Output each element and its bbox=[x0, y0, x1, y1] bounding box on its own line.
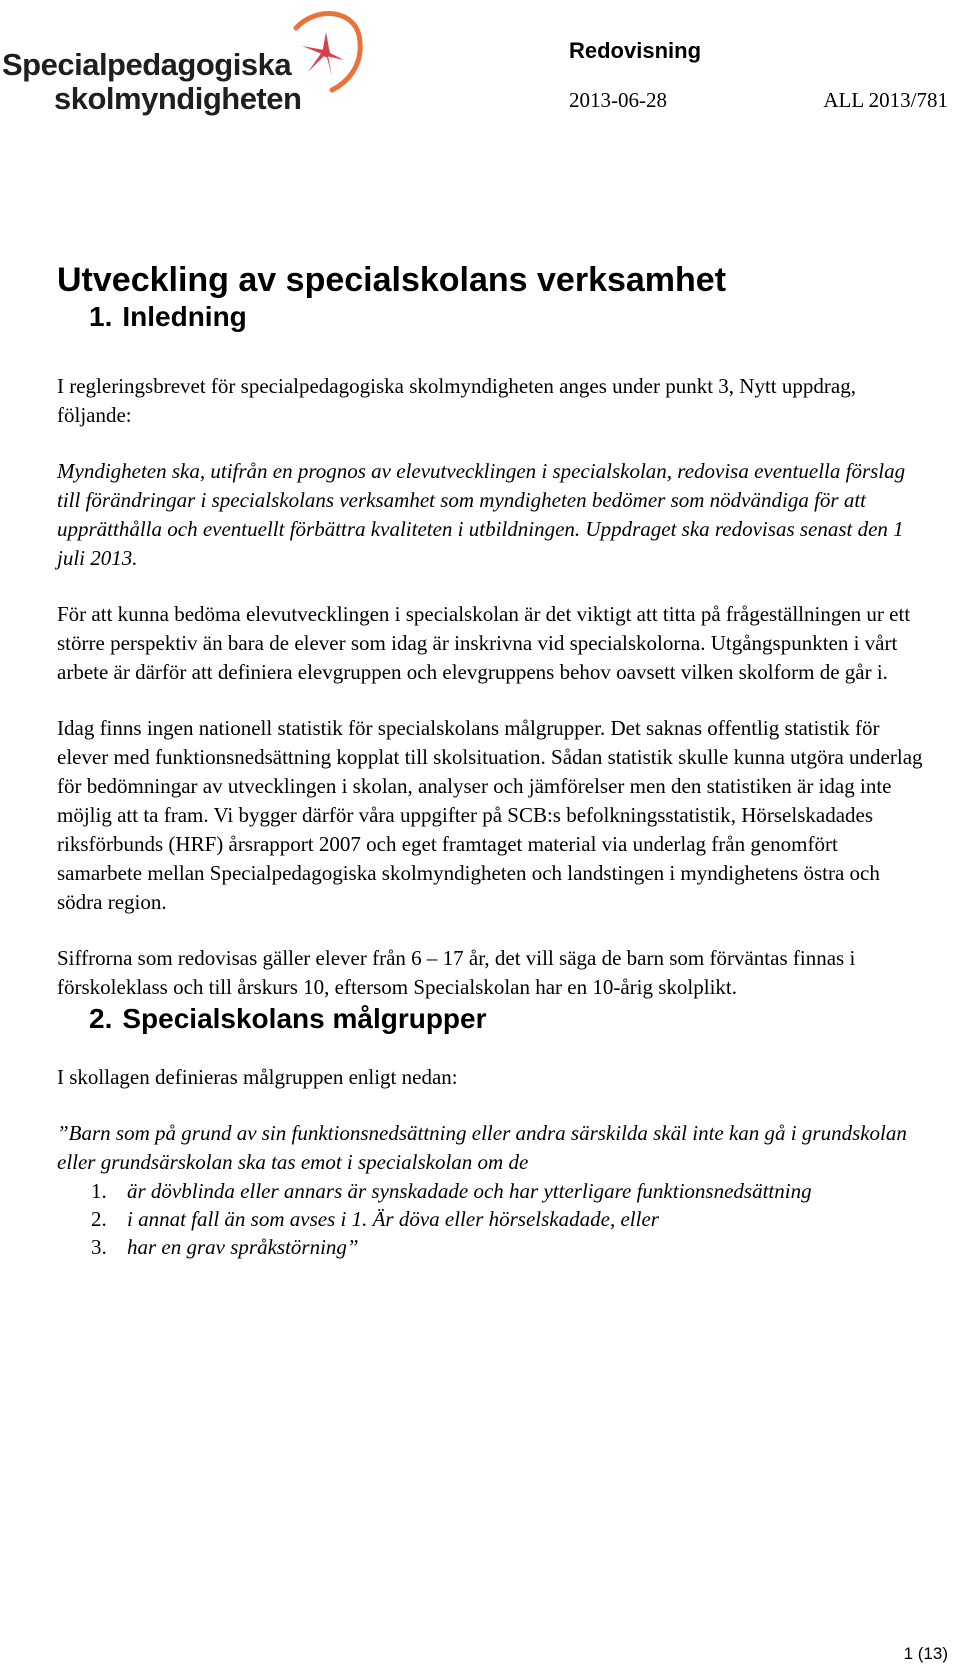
section-heading-malgrupper bbox=[89, 1002, 923, 1036]
logo-text-line1: Specialpedagogiska bbox=[2, 47, 292, 82]
list-item-number: 2. bbox=[91, 1207, 107, 1231]
section-title: Specialskolans målgrupper bbox=[122, 1003, 487, 1034]
page-title: Utveckling av specialskolans verksamhet bbox=[57, 261, 727, 299]
list-item-text: har en grav språkstörning” bbox=[127, 1235, 359, 1259]
paragraph: I regleringsbrevet för specialpedagogiska skolmyndigheten anges under punkt 3, Nytt uppdrag, följande: bbox=[57, 374, 856, 427]
page-number: 1 (13) bbox=[903, 1644, 948, 1663]
list-item bbox=[57, 1233, 923, 1261]
document-reference: ALL 2013/781 bbox=[823, 88, 948, 112]
logo-star bbox=[302, 32, 344, 76]
section-number: 2. bbox=[89, 1003, 113, 1034]
logo-star-icon bbox=[286, 8, 366, 94]
criteria-list bbox=[57, 1177, 923, 1261]
paragraph: Idag finns ingen nationell statistik för specialskolans målgrupper. Det saknas offentlig statistik för elever med funktionsnedsättning kopplat till skolsituation. Sådan statistik skulle kunna utgöra underlag för bedömningar av utvecklingen i skolan, analyser och jämförelser men den statistiken är idag inte möjlig att ta fram. Vi bygger därför våra uppgifter på SCB:s befolkningsstatistik, Hörselskadades riksförbunds (HRF) årsrapport 2007 och eget framtaget material via underlag från genomfört samarbete mellan Specialpedagogiska skolmyndigheten och landstingen i myndighetens östra och södra region. bbox=[57, 716, 923, 914]
section-number: 1. bbox=[89, 301, 113, 332]
list-item-text: är dövblinda eller annars är synskadade och har ytterligare funktionsnedsättning bbox=[127, 1179, 812, 1203]
document-date: 2013-06-28 bbox=[569, 88, 667, 112]
list-item-number: 1. bbox=[91, 1179, 107, 1203]
list-item bbox=[57, 1177, 923, 1205]
list-item bbox=[57, 1205, 923, 1233]
agency-logo bbox=[2, 8, 382, 118]
section-heading-inledning bbox=[89, 300, 923, 334]
logo-text-line2: skolmyndigheten bbox=[54, 81, 302, 116]
law-quote: ”Barn som på grund av sin funktionsnedsättning eller andra särskilda skäl inte kan gå i grundskolan eller grundsärskolan ska tas emot i specialskolan om de bbox=[57, 1121, 907, 1174]
paragraph: Siffrorna som redovisas gäller elever från 6 – 17 år, det vill säga de barn som förväntas finnas i förskoleklass och till årskurs 10, eftersom Specialskolan har en 10-årig skolplikt. bbox=[57, 946, 856, 999]
paragraph: I skollagen definieras målgruppen enligt nedan: bbox=[57, 1065, 458, 1089]
quoted-assignment: Myndigheten ska, utifrån en prognos av elevutvecklingen i specialskolan, redovisa eventuella förslag till förändringar i specialskolans verksamhet som myndigheten bedömer som nödvändiga för att upprätthålla och eventuellt förbättra kvaliteten i utbildningen. Uppdraget ska redovisas senast den 1 juli 2013. bbox=[57, 459, 906, 570]
paragraph: För att kunna bedöma elevutvecklingen i specialskolan är det viktigt att titta på frågeställningen ur ett större perspektiv än bara de elever som idag är inskrivna vid specialskolorna. Utgångspunkten i vårt arbete är därför att definiera elevgruppen och elevgruppens behov oavsett vilken skolform de går i. bbox=[57, 602, 911, 684]
document-type: Redovisning bbox=[569, 38, 702, 63]
document-body bbox=[57, 260, 923, 1261]
section-title: Inledning bbox=[122, 301, 247, 332]
list-item-text: i annat fall än som avses i 1. Är döva eller hörselskadade, eller bbox=[127, 1207, 659, 1231]
list-item-number: 3. bbox=[91, 1235, 107, 1259]
